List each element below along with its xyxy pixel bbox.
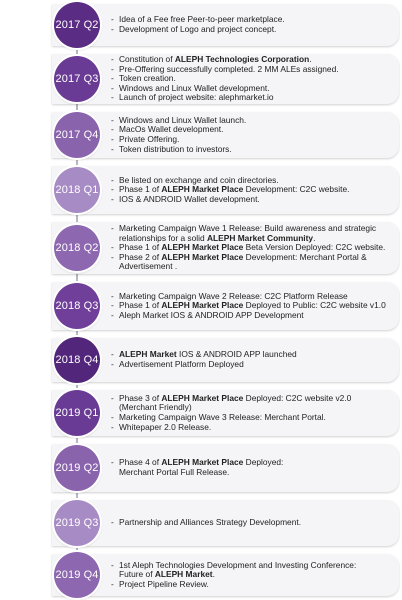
milestone-text-after: Deployed: C2C website v2.0 [243,392,352,403]
quarter-badge: 2017 Q3 [54,56,100,102]
timeline-row [0,334,402,386]
timeline-row [0,278,402,334]
milestone-item [111,423,396,433]
milestone-list [111,518,396,528]
milestone-list [111,394,396,432]
milestone-highlight: ALEPH Market Place [161,251,244,262]
timeline-row [0,0,402,50]
timeline-row [0,440,402,496]
milestone-text: Constitution of [119,54,175,64]
milestone-highlight: ALEPH Market Place [161,392,244,403]
milestone-text: Phase 4 of [119,457,162,468]
milestone-text-after: Deployed: [243,457,284,468]
milestone-item [111,262,396,272]
milestone-highlight: ALEPH Market Place [161,300,244,311]
milestone-list [111,55,396,103]
milestone-text: Merchant Portal Full Release. [119,466,230,477]
quarter-badge: 2017 Q2 [54,2,100,48]
milestone-highlight: ALEPH Market Place [161,184,244,195]
milestone-text: Marketing Campaign Wave 1 Release: Build awareness and strategic [119,223,377,233]
milestone-item [111,468,396,478]
milestone-text: Development of Logo and project concept. [119,23,277,34]
milestone-text-after: Beta Version Deployed: C2C website. [243,242,386,253]
milestone-text: 1st Aleph Technologies Development and Investing Conference: [119,559,357,570]
milestone-text-after: Development: C2C website. [243,184,350,195]
milestone-text: Windows and Linux Wallet launch. [119,114,247,125]
milestone-list [111,15,396,34]
milestone-text: Token distribution to investors. [119,143,232,154]
milestone-text: Phase 1 of [119,300,162,311]
milestone-list [111,116,396,154]
milestone-text: Private Offering. [119,133,180,144]
milestone-text-after: . [313,232,316,243]
milestone-item [111,311,396,321]
timeline-row [0,108,402,162]
milestone-text: Launch of project website: alephmarket.io [119,92,274,103]
milestone-highlight: ALEPH Market Place [161,457,244,468]
milestone-text: Be listed on exchange and coin directories. [119,174,279,185]
milestone-text: Aleph Market IOS & ANDROID APP Development [119,309,304,320]
milestone-item [111,145,396,155]
milestone-text-after: . [212,569,215,580]
milestone-text: Phase 1 of [119,184,162,195]
milestone-text: Advertisement . [119,261,178,272]
milestone-text: Phase 2 of [119,251,162,262]
milestone-text: Whitepaper 2.0 Release. [119,421,212,432]
milestone-list [111,561,396,590]
timeline-row [0,496,402,550]
quarter-badge: 2018 Q2 [54,225,100,271]
milestone-text: Idea of a Fee free Peer-to-peer marketplace. [119,14,285,25]
milestone-highlight: ALEPH Market [154,569,213,580]
timeline-row [0,386,402,440]
milestone-item [111,360,396,370]
milestone-item [111,93,396,103]
milestone-text: Marketing Campaign Wave 2 Release: C2C Platform Release [119,290,348,301]
milestone-text: (Merchant Friendly) [119,402,192,413]
milestone-item [111,25,396,35]
milestone-highlight: ALEPH Market Place [161,242,244,253]
quarter-badge: 2017 Q4 [54,112,100,158]
milestone-highlight: ALEPH Market [119,349,177,360]
milestone-text-after: IOS & ANDROID APP launched [176,349,297,360]
milestone-text: Partnership and Alliances Strategy Development. [119,517,302,528]
timeline-row [0,50,402,108]
milestone-list [111,292,396,321]
milestone-list [111,350,396,369]
quarter-badge: 2019 Q4 [54,552,100,598]
quarter-badge: 2019 Q3 [54,500,100,546]
milestone-item [111,195,396,205]
milestone-text: Advertisement Platform Deployed [119,358,244,369]
milestone-text-after: Development: Merchant Portal & [243,251,367,262]
milestone-highlight: ALEPH Market Community [206,232,314,243]
milestone-text: Phase 3 of [119,392,162,403]
milestone-list [111,176,396,205]
milestone-list [111,224,396,272]
milestone-text: Phase 1 of [119,242,162,253]
milestone-text-after: Deployed to Public: C2C website v1.0 [243,300,386,311]
milestone-text-after: . [309,54,312,64]
timeline-row [0,550,402,600]
quarter-badge: 2018 Q3 [54,283,100,329]
quarter-badge: 2018 Q4 [54,337,100,383]
milestone-item [111,580,396,590]
milestone-text: Marketing Campaign Wave 3 Release: Merchant Portal. [119,411,326,422]
milestone-text: MacOs Wallet development. [119,124,224,135]
milestone-text: Pre-Offering successfully completed. 2 MM ALEs assigned. [119,63,339,74]
milestone-item [111,518,396,528]
milestone-list [111,458,396,477]
timeline-row [0,218,402,278]
timeline-row [0,162,402,218]
quarter-badge: 2019 Q1 [54,390,100,436]
milestone-text: Windows and Linux Wallet development. [119,82,270,93]
milestone-text: relationships for a solid [119,232,207,243]
milestone-text: Future of [119,569,155,580]
milestone-text: Token creation. [119,73,176,84]
milestone-highlight: ALEPH Technologies Corporation [174,54,310,64]
milestone-text: Project Pipeline Review. [119,578,209,589]
quarter-badge: 2018 Q1 [54,167,100,213]
quarter-badge: 2019 Q2 [54,445,100,491]
milestone-text: IOS & ANDROID Wallet development. [119,193,260,204]
